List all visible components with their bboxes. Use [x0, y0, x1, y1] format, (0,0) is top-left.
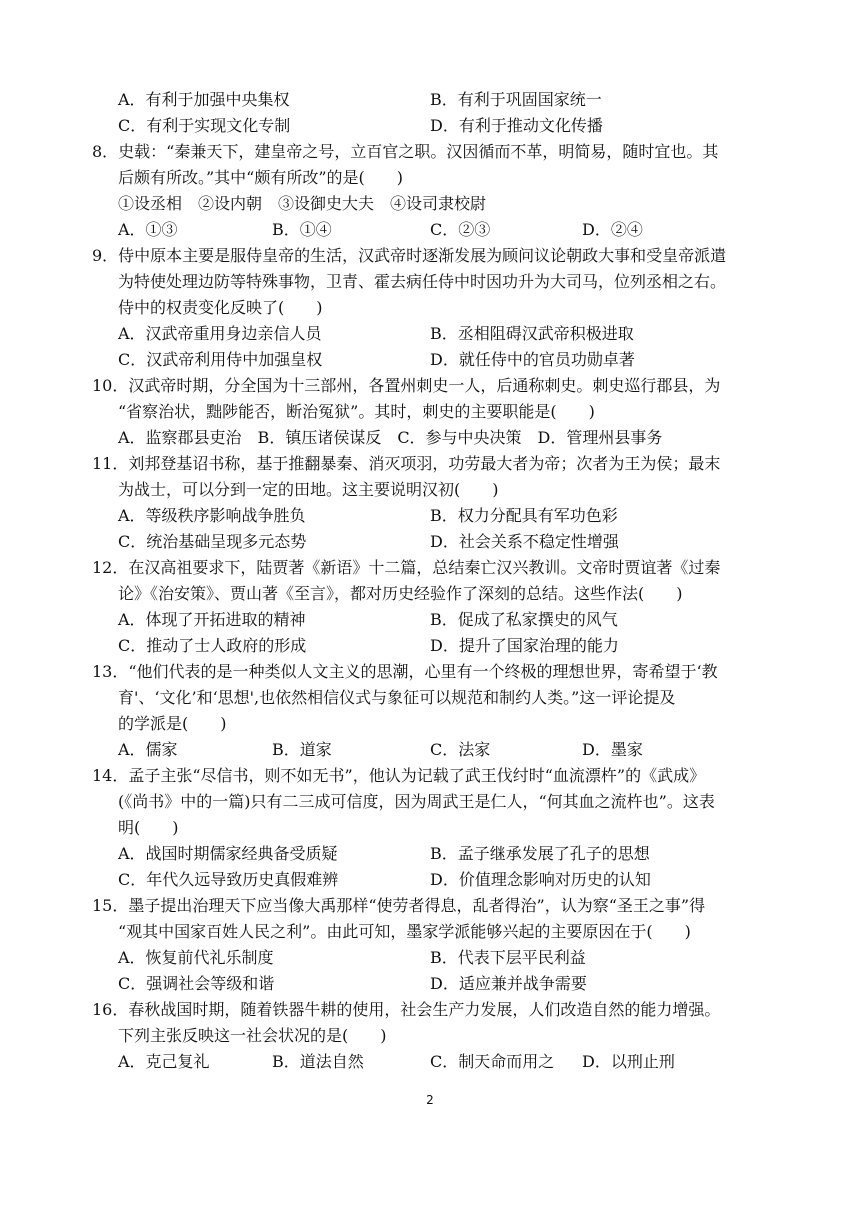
- q15-option-c[interactable]: C．强调社会等级和谐: [118, 974, 275, 993]
- q14-stem-line1: 14．孟子主张“尽信书，则不如无书”，他认为记载了武王伐纣时“血流漂杵”的《武成》: [92, 766, 706, 785]
- q8-option-c[interactable]: C．②③: [430, 220, 491, 239]
- q11-option-a[interactable]: A．等级秩序影响战争胜负: [118, 506, 306, 525]
- q14-option-c[interactable]: C．年代久远导致历史真假难辨: [118, 870, 339, 889]
- q13-stem-line1: 13．“他们代表的是一种类似人文主义的思潮，心里有一个终极的理想世界，寄希望于‘教: [92, 662, 718, 681]
- q14-stem-line3: 明( ): [118, 818, 179, 837]
- q7-option-a[interactable]: A．有利于加强中央集权: [118, 90, 290, 109]
- q16-option-d[interactable]: D．以刑止刑: [582, 1052, 675, 1071]
- q14-stem-line2: (《尚书》中的一篇)只有二三成可信度，因为周武王是仁人，“何其血之流杵也”。这表: [118, 792, 715, 811]
- q9-option-c[interactable]: C．汉武帝利用侍中加强皇权: [118, 350, 323, 369]
- q15-option-a[interactable]: A．恢复前代礼乐制度: [118, 948, 274, 967]
- q9-option-d[interactable]: D．就任侍中的官员功勋卓著: [430, 350, 635, 369]
- q14-option-d[interactable]: D．价值理念影响对历史的认知: [430, 870, 651, 889]
- q13-option-b[interactable]: B．道家: [272, 740, 332, 759]
- q9-stem-line3: 侍中的权责变化反映了( ): [118, 298, 323, 317]
- q11-stem-line1: 11．刘邦登基诏书称，基于推翻暴秦、消灭项羽，功劳最大者为帝；次者为王为侯；最末: [92, 454, 721, 473]
- q13-option-a[interactable]: A．儒家: [118, 740, 178, 759]
- q9-stem-line2: 为特使处理边防等特殊事物，卫青、霍去病任侍中时因功升为大司马，位列丞相之右。: [118, 272, 727, 291]
- q11-option-b[interactable]: B．权力分配具有军功色彩: [430, 506, 618, 525]
- q15-stem-line2: “观其中国家百姓人民之利”。由此可知，墨家学派能够兴起的主要原因在于( ): [118, 922, 691, 941]
- q14-option-a[interactable]: A．战国时期儒家经典备受质疑: [118, 844, 338, 863]
- q13-option-c[interactable]: C．法家: [430, 740, 491, 759]
- q11-option-c[interactable]: C．统治基础呈现多元态势: [118, 532, 307, 551]
- q15-option-d[interactable]: D．适应兼并战争需要: [430, 974, 587, 993]
- q13-stem-line3: 的学派是( ): [118, 714, 227, 733]
- q14-option-b[interactable]: B．孟子继承发展了孔子的思想: [430, 844, 650, 863]
- q8-option-d[interactable]: D．②④: [582, 220, 643, 239]
- q12-option-b[interactable]: B．促成了私家撰史的风气: [430, 610, 618, 629]
- q8-stem-line1: 8．史载：“秦兼天下，建皇帝之号，立百官之职。汉因循而不革，明简易，随时宜也。其: [92, 142, 719, 161]
- q7-option-c[interactable]: C．有利于实现文化专制: [118, 116, 291, 135]
- q16-stem-line1: 16．春秋战国时期，随着铁器牛耕的使用，社会生产力发展，人们改造自然的能力增强。: [92, 1000, 721, 1019]
- q16-option-c[interactable]: C．制天命而用之: [430, 1052, 555, 1071]
- q9-option-a[interactable]: A．汉武帝重用身边亲信人员: [118, 324, 322, 343]
- page-number: 2: [426, 1093, 434, 1107]
- q8-stem-line2: 后颇有所改。”其中“颇有所改”的是( ): [118, 168, 404, 187]
- q12-stem-line2: 论》《治安策》、贾山著《至言》，都对历史经验作了深刻的总结。这些作法( ): [118, 584, 683, 603]
- q10-stem-line2: “省察治状，黜陟能否，断治冤狱”。其时，刺史的主要职能是( ): [118, 402, 595, 421]
- q12-stem-line1: 12．在汉高祖要求下，陆贾著《新语》十二篇，总结秦亡汉兴教训。文帝时贾谊著《过秦: [92, 558, 721, 577]
- q16-option-b[interactable]: B．道法自然: [272, 1052, 364, 1071]
- q12-option-d[interactable]: D．提升了国家治理的能力: [430, 636, 619, 655]
- q12-option-c[interactable]: C．推动了士人政府的形成: [118, 636, 307, 655]
- q13-option-d[interactable]: D．墨家: [582, 740, 643, 759]
- q9-option-b[interactable]: B．丞相阻碍汉武帝积极进取: [430, 324, 634, 343]
- q16-stem-line2: 下列主张反映这一社会状况的是( ): [118, 1026, 387, 1045]
- q7-option-d[interactable]: D．有利于推动文化传播: [430, 116, 603, 135]
- q16-option-a[interactable]: A．克己复礼: [118, 1052, 210, 1071]
- q8-option-b[interactable]: B．①④: [272, 220, 332, 239]
- q15-option-b[interactable]: B．代表下层平民利益: [430, 948, 586, 967]
- q12-option-a[interactable]: A．体现了开拓进取的精神: [118, 610, 306, 629]
- q7-option-b[interactable]: B．有利于巩固国家统一: [430, 90, 602, 109]
- q10-options[interactable]: A．监察郡县吏治 B．镇压诸侯谋反 C．参与中央决策 D．管理州县事务: [118, 428, 663, 447]
- q8-stem-line3: ①设丞相 ②设内朝 ③设御史大夫 ④设司隶校尉: [118, 194, 487, 213]
- q10-stem-line1: 10．汉武帝时期，分全国为十三部州，各置州刺史一人，后通称刺史。刺史巡行郡县，为: [92, 376, 721, 395]
- q8-option-a[interactable]: A．①③: [118, 220, 178, 239]
- q15-stem-line1: 15．墨子提出治理天下应当像大禹那样“使劳者得息，乱者得治”，认为察“圣王之事”得: [92, 896, 706, 915]
- q13-stem-line2: 育'、‘文化’和‘思想',也依然相信仪式与象征可以规范和制约人类。”这一评论提及: [118, 688, 676, 707]
- q11-stem-line2: 为战士，可以分到一定的田地。这主要说明汉初( ): [118, 480, 499, 499]
- q9-stem-line1: 9．侍中原本主要是服侍皇帝的生活，汉武帝时逐渐发展为顾问议论朝政大事和受皇帝派遣: [92, 246, 727, 265]
- q11-option-d[interactable]: D．社会关系不稳定性增强: [430, 532, 619, 551]
